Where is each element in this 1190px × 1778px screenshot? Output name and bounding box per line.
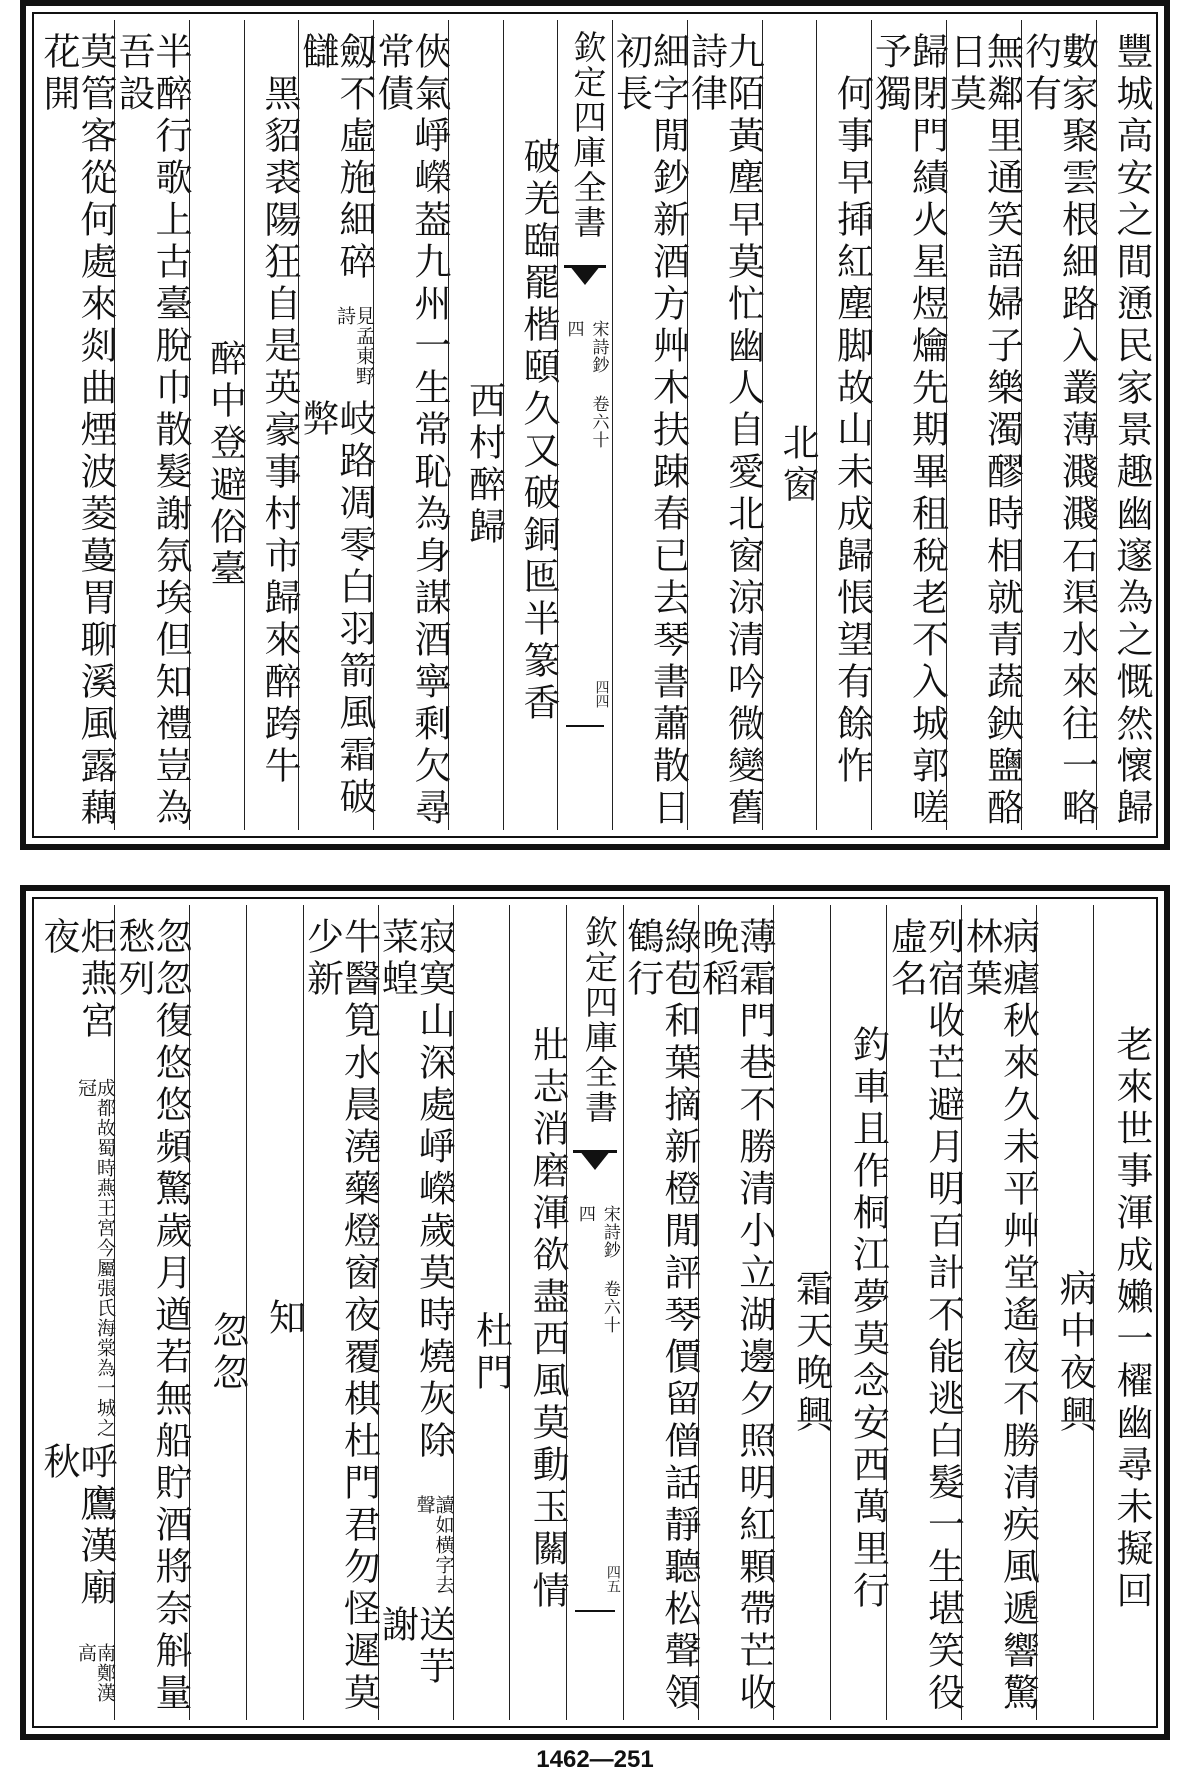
text-column: 老來世事渾成嬾一櫂幽尋未擬回: [1093, 905, 1150, 1720]
book-title: 欽定四庫全書: [568, 30, 608, 240]
volume-label: 宋詩鈔 卷六十四: [574, 1205, 620, 1334]
annotation: 見孟東野詩: [334, 306, 375, 387]
text-column: 九陌黃塵早莫忙幽人自愛北窗涼清吟微變舊詩律: [687, 20, 762, 830]
center-fold: [566, 905, 623, 1720]
text-column: 釣車且作桐江夢莫念安西萬里行: [830, 905, 887, 1720]
text-column: 數家聚雲根細路入叢薄濺濺石渠水來往一略彴有: [1021, 20, 1096, 830]
text-column: 黑貂裘陽狂自是英豪事村市歸來醉跨牛: [244, 20, 299, 830]
text-column: 豐城高安之間慂民家景趣幽邃為之慨然懷歸: [1096, 20, 1151, 830]
volume-label: 宋詩鈔 卷六十四: [563, 320, 609, 449]
poem-title: 杜門: [453, 905, 510, 1720]
text-column: 半醉行歌上古臺脫巾散髮謝氛埃但知禮豈為吾設: [114, 20, 189, 830]
fishtail-mark-icon: [573, 1150, 617, 1189]
text-column: 俠氣崢嶸葢九州一生常恥為身謀酒寧剩欠尋常債: [373, 20, 448, 830]
text-column: 破羌臨罷楷頤久又破銅匜半篆香: [503, 20, 558, 830]
text-column: 列宿收芒避月明百計不能逃白髮一生堪笑役虛名: [886, 905, 961, 1720]
center-fold: [557, 20, 612, 830]
poem-title: 病中夜興: [1036, 905, 1093, 1720]
text-column: 牛醫筧水晨澆藥燈窗夜覆棋杜門君勿怪遲莫少新: [303, 905, 378, 1720]
annotation: 成都故蜀時燕王宮今屬張氏海棠為一城之冠: [74, 1077, 116, 1438]
poem-title: 忽忽: [189, 905, 246, 1720]
fishtail-mark-icon: [564, 265, 606, 304]
text-column: 炬燕宮夜 成都故蜀時燕王宮今屬張氏海棠為一城之冠 呼鷹漢廟秋 南鄭漢高: [40, 905, 114, 1720]
top-page: [20, 0, 1170, 850]
poem-title: 霜天晚興: [773, 905, 830, 1720]
text-column: 忽忽復悠悠頻驚歲月遒若無船貯酒將奈斛量愁列: [114, 905, 189, 1720]
text-column: 寂寞山深處崢嶸歲莫時燒灰除菜蝗 讀如横字去聲 送芋謝: [378, 905, 453, 1720]
page-number: 1462—251: [536, 1746, 654, 1773]
text-column: 薄霜門巷不勝清小立湖邊夕照明紅顆帶芒收晚稻: [698, 905, 773, 1720]
text-column: 知: [246, 905, 303, 1720]
annotation: 南鄭漢高: [74, 1643, 116, 1704]
text-column: 壯志消磨渾欲盡西風莫動玉關情: [509, 905, 566, 1720]
poem-title: 醉中登避俗臺: [189, 20, 244, 830]
bottom-page: [20, 885, 1170, 1740]
text-column: 綠苞和葉摘新橙閒評琴價留僧話靜聽松聲領鶴行: [623, 905, 698, 1720]
text-column: 劔不虛施細碎讎 見孟東野詩 岐路凋零白羽箭風霜破弊: [298, 20, 373, 830]
poem-title: 西村醉歸: [448, 20, 503, 830]
leaf-number: 四四: [593, 680, 610, 708]
poem-title: 北窗: [762, 20, 817, 830]
text-column: 歸閉門績火星煜爚先期畢租稅老不入城郭嗟予獨: [871, 20, 946, 830]
text-column: 病瘧秋來久未平艸堂遙夜不勝清疾風遞響驚林葉: [961, 905, 1036, 1720]
text-column: 何事早揷紅塵脚故山未成歸悵望有餘怍: [816, 20, 871, 830]
text-column: 無鄰里通笑語婦子樂濁醪時相就青蔬鉠鹽酪日莫: [946, 20, 1021, 830]
book-title: 欽定四庫全書: [579, 915, 619, 1125]
leaf-number: 四五: [604, 1565, 621, 1593]
divider: [575, 1610, 615, 1612]
divider: [566, 725, 604, 727]
text-column: 莫管客從何處來剡曲煙波菱蔓胃聊溪風露藕花開: [37, 32, 117, 830]
text-column: 細字閒鈔新酒方艸木扶踈春已去琴書蕭散日初長: [612, 20, 687, 830]
annotation: 讀如横字去聲: [413, 1494, 455, 1595]
